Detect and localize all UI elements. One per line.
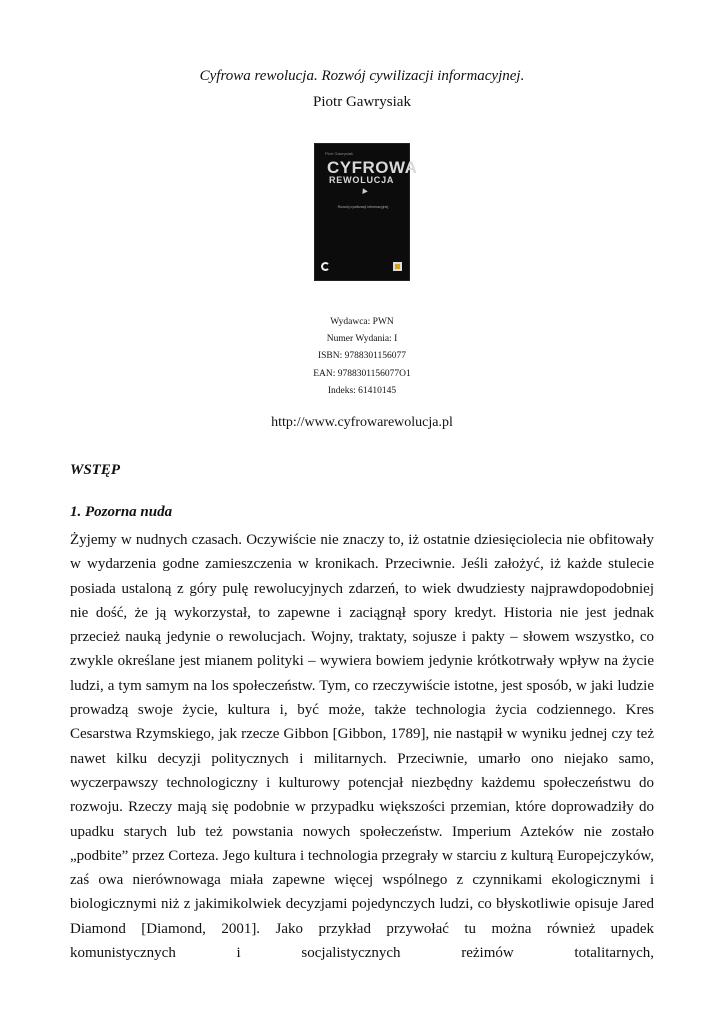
book-title: Cyfrowa rewolucja. Rozwój cywilizacji informacyjnej. <box>199 68 525 84</box>
meta-isbn: ISBN: 9788301156077 <box>317 351 407 362</box>
cursor-icon <box>360 187 368 194</box>
badge-icon <box>393 262 402 271</box>
meta-index: Indeks: 61410145 <box>327 385 397 396</box>
website-url: http://www.cyfrowarewolucja.pl <box>271 415 453 430</box>
subsection-heading: 1. Pozorna nuda <box>70 504 173 520</box>
cover-subtitle: Rozwój cywilizacji informacyjnej <box>337 205 389 209</box>
book-cover-image <box>314 143 418 281</box>
meta-edition: Numer Wydania: I <box>326 334 398 345</box>
meta-ean: EAN: 9788301156077O1 <box>313 368 411 379</box>
cover-title-line2: REWOLUCJA <box>329 175 395 185</box>
cover-title-line1: CYFROWA <box>327 158 418 177</box>
book-author: Piotr Gawrysiak <box>313 94 411 110</box>
publisher-logo-icon <box>321 262 330 271</box>
cover-author: Piotr Gawrysiak <box>325 151 354 156</box>
publication-metadata <box>0 314 724 400</box>
section-heading: WSTĘP <box>70 462 121 478</box>
meta-publisher: Wydawca: PWN <box>330 317 394 327</box>
body-paragraph: Żyjemy w nudnych czasach. Oczywiście nie znaczy to, iż ostatnie dziesięciolecia nie obfitowały w wydarzenia godne zamieszczenia w kronikach. Przeciwnie. Jeśli założyć, iż każde stulecie posiada ustaloną z góry pulę rewolucyjnych zdarzeń, to wiek dwudziesty najprawdopodobniej nie dość, że ją wykorzystał, to zapewne i zaciągnął spory kredyt. Historia nie jest jednak przecież nauką jedynie o rewolucjach. Wojny, traktaty, sojusze i pakty – słowem wszystko, co zwykle określane jest mianem polityki – wywiera bowiem jedynie krótkotrwały wpływ na życie ludzi, a tym samym na los społeczeństw. Tym, co rzeczywiście istotne, jest sposób, w jaki ludzie prowadzą swoje życie, kultura i, być może, także technologia życia codziennego. Kres Cesarstwa Rzymskiego, jak rzecze Gibbon [Gibbon, 1789], nie nastąpił w wyniku jednej czy też nawet kilku decyzji politycznych i militarnych. Przeciwnie, umarło ono niejako samo, wyczerpawszy technologiczny i kulturowy potencjał niezbędny każdemu społeczeństwu do rozwoju. Rzeczy mają się podobnie w przypadku większości przemian, które doprowadziły do upadku starych lub też powstania nowych społeczeństw. Imperium Azteków nie zostało „podbite” przez Corteza. Jego kultura i technologia przegrały w starciu z kulturą Europejczyków, zaś owa nierównowaga miała zapewne więcej wspólnego z czynnikami ekologicznymi i biologicznymi niż z jakimikolwiek decyzjami pojedynczych ludzi, co błyskotliwie opisuje Jared Diamond [Diamond, 2001]. Jako przykład przywołać tu można również upadek komunistycznych i socjalistycznych reżimów totalitarnych, <box>70 532 654 962</box>
